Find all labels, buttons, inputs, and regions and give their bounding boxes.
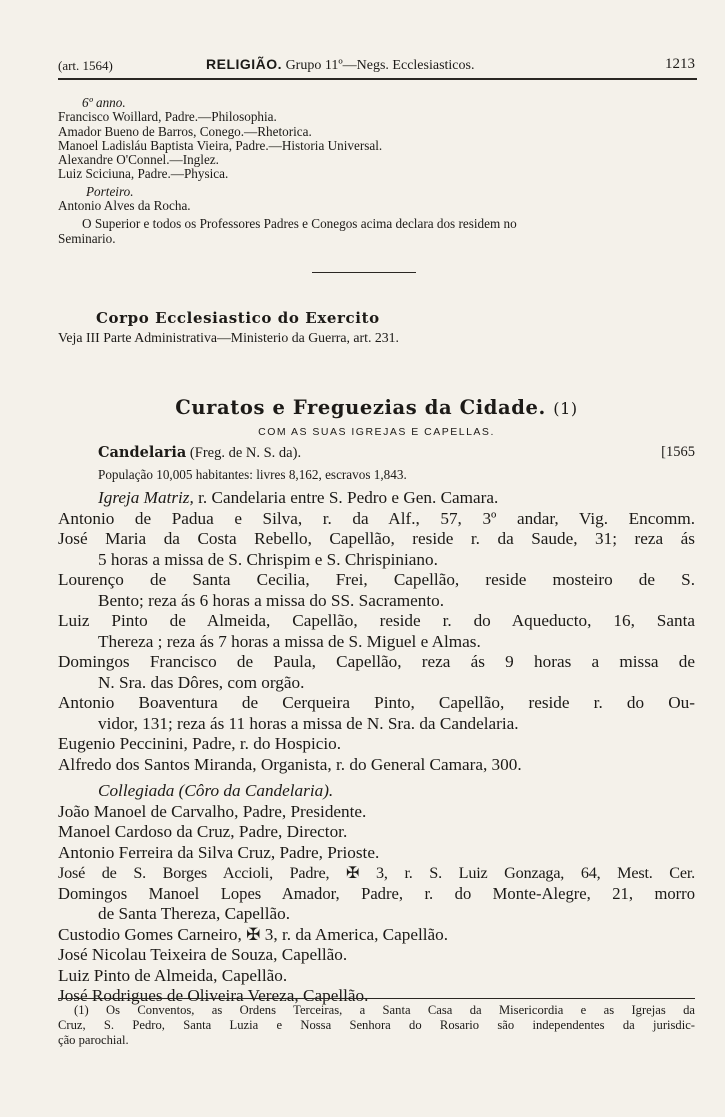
- section-divider: [312, 272, 416, 273]
- clergy-entry: Alfredo dos Santos Miranda, Organista, r. do General Camara, 300.: [58, 754, 522, 774]
- page-number: 1213: [665, 56, 695, 72]
- parish-desc: (Freg. de N. S. da).: [186, 445, 302, 461]
- population-line: População 10,005 habitantes: livres 8,162, escravos 1,843.: [98, 467, 407, 482]
- collegiada-entry: Domingos Manoel Lopes Amador, Padre, r. do Monte-Alegre, 21, morro: [58, 883, 695, 903]
- seminary-block: [58, 96, 695, 246]
- collegiada-entry: Antonio Ferreira da Silva Cruz, Padre, Prioste.: [58, 842, 380, 862]
- staff-line: Francisco Woillard, Padre.—Philosophia.: [58, 109, 277, 125]
- army-title: Corpo Ecclesiastico do Exercito: [96, 309, 380, 327]
- clergy-entry: Antonio Boaventura de Cerqueira Pinto, Capellão, reside r. do Ou-: [58, 693, 695, 712]
- clergy-entry: Lourenço de Santa Cecilia, Frei, Capellão, reside mosteiro de S.: [58, 570, 695, 589]
- footnote-line: ção parochial.: [58, 1033, 129, 1047]
- porter-label: Porteiro.: [86, 183, 134, 199]
- collegiada-entry: Manoel Cardoso da Cruz, Padre, Director.: [58, 822, 348, 841]
- footnote: [58, 1003, 695, 1048]
- collegiada-entry: Custodio Gomes Carneiro, ✠ 3, r. da America, Capellão.: [58, 924, 449, 944]
- clergy-entry: Domingos Francisco de Paula, Capellão, reza ás 9 horas a missa de: [58, 652, 695, 671]
- clergy-entry: José Maria da Costa Rebello, Capellão, reside r. da Saude, 31; reza ás: [58, 529, 695, 548]
- matriz-line: [58, 488, 695, 509]
- staff-line: Alexandre O'Connel.—Inglez.: [58, 152, 219, 168]
- seminary-note-cont: Seminario.: [58, 230, 116, 246]
- header-title-rest: Grupo 11º—Negs. Ecclesiasticos.: [282, 58, 475, 73]
- footnote-mark: (1): [553, 399, 578, 418]
- staff-line: Amador Bueno de Barros, Conego.—Rhetorica.: [58, 123, 312, 139]
- parish-code: [1565: [661, 444, 695, 460]
- parish-entry-head: [98, 444, 695, 462]
- porter-name: Antonio Alves da Rocha.: [58, 198, 191, 214]
- collegiada-entry: José Nicolau Teixeira de Souza, Capellão.: [58, 945, 348, 964]
- clergy-entry-cont: 5 horas a missa de S. Chrispim e S. Chrispiniano.: [98, 549, 438, 569]
- collegiada-entry: Luiz Pinto de Almeida, Capellão.: [58, 965, 288, 985]
- matriz-label: Igreja Matriz,: [98, 488, 194, 507]
- header-title: [206, 56, 474, 74]
- footnote-line: Cruz, S. Pedro, Santa Luzia e Nossa Senhora do Rosario são independentes da jurisdic-: [58, 1018, 695, 1032]
- footnote-text-1: Os Conventos, as Ordens Terceiras, a Santa Casa da Misericordia e as Igrejas da: [88, 1003, 695, 1017]
- army-reference: Veja III Parte Administrativa—Ministerio da Guerra, art. 231.: [58, 330, 399, 345]
- staff-line: Manoel Ladisláu Baptista Vieira, Padre.—Historia Universal.: [58, 137, 383, 153]
- article-ref: (art. 1564): [58, 58, 113, 73]
- clergy-list: [58, 488, 695, 1007]
- seminary-note: O Superior e todos os Professores Padres e Conegos acima declara dos residem no: [82, 216, 517, 232]
- clergy-entry-cont: N. Sra. das Dôres, com orgão.: [98, 672, 305, 692]
- footnote-line: [58, 1003, 695, 1018]
- clergy-entry: Antonio de Padua e Silva, r. da Alf., 57, 3º andar, Vig. Encomm.: [58, 508, 695, 528]
- curatos-title-text: Curatos e Freguezias da Cidade.: [175, 396, 546, 419]
- staff-line: Luiz Sciciuna, Padre.—Physica.: [58, 166, 229, 182]
- collegiada-entry: José Rodrigues de Oliveira Vereza, Capellão.: [58, 986, 369, 1005]
- footnote-rule: [58, 998, 695, 999]
- collegiada-label: Collegiada (Côro da Candelaria).: [98, 781, 334, 800]
- clergy-entry-cont: vidor, 131; reza ás 11 horas a missa de N. Sra. da Candelaria.: [98, 713, 519, 733]
- collegiada-entry: João Manoel de Carvalho, Padre, Presidente.: [58, 801, 367, 821]
- matriz-address: r. Candelaria entre S. Pedro e Gen. Camara.: [193, 488, 499, 507]
- curatos-title: [58, 396, 695, 419]
- curatos-subtitle: COM AS SUAS IGREJAS E CAPELLAS.: [258, 426, 495, 438]
- clergy-entry-cont: Thereza ; reza ás 7 horas a missa de S. Miguel e Almas.: [98, 631, 481, 651]
- footnote-number: (1): [74, 1003, 89, 1017]
- clergy-entry-cont: Bento; reza ás 6 horas a missa do SS. Sacramento.: [98, 590, 445, 610]
- running-header: [58, 55, 695, 77]
- parish-name: Candelaria: [98, 444, 187, 461]
- clergy-entry: Eugenio Peccinini, Padre, r. do Hospicio.: [58, 734, 342, 753]
- header-title-bold: RELIGIÃO.: [206, 56, 283, 72]
- year-label: 6º anno.: [82, 95, 126, 110]
- collegiada-entry: José de S. Borges Accioli, Padre, ✠ 3, r. S. Luiz Gonzaga, 64, Mest. Cer.: [58, 864, 695, 882]
- collegiada-entry-cont: de Santa Thereza, Capellão.: [98, 904, 290, 923]
- clergy-entry: Luiz Pinto de Almeida, Capellão, reside r. do Aqueducto, 16, Santa: [58, 611, 695, 630]
- header-rule: [58, 78, 697, 80]
